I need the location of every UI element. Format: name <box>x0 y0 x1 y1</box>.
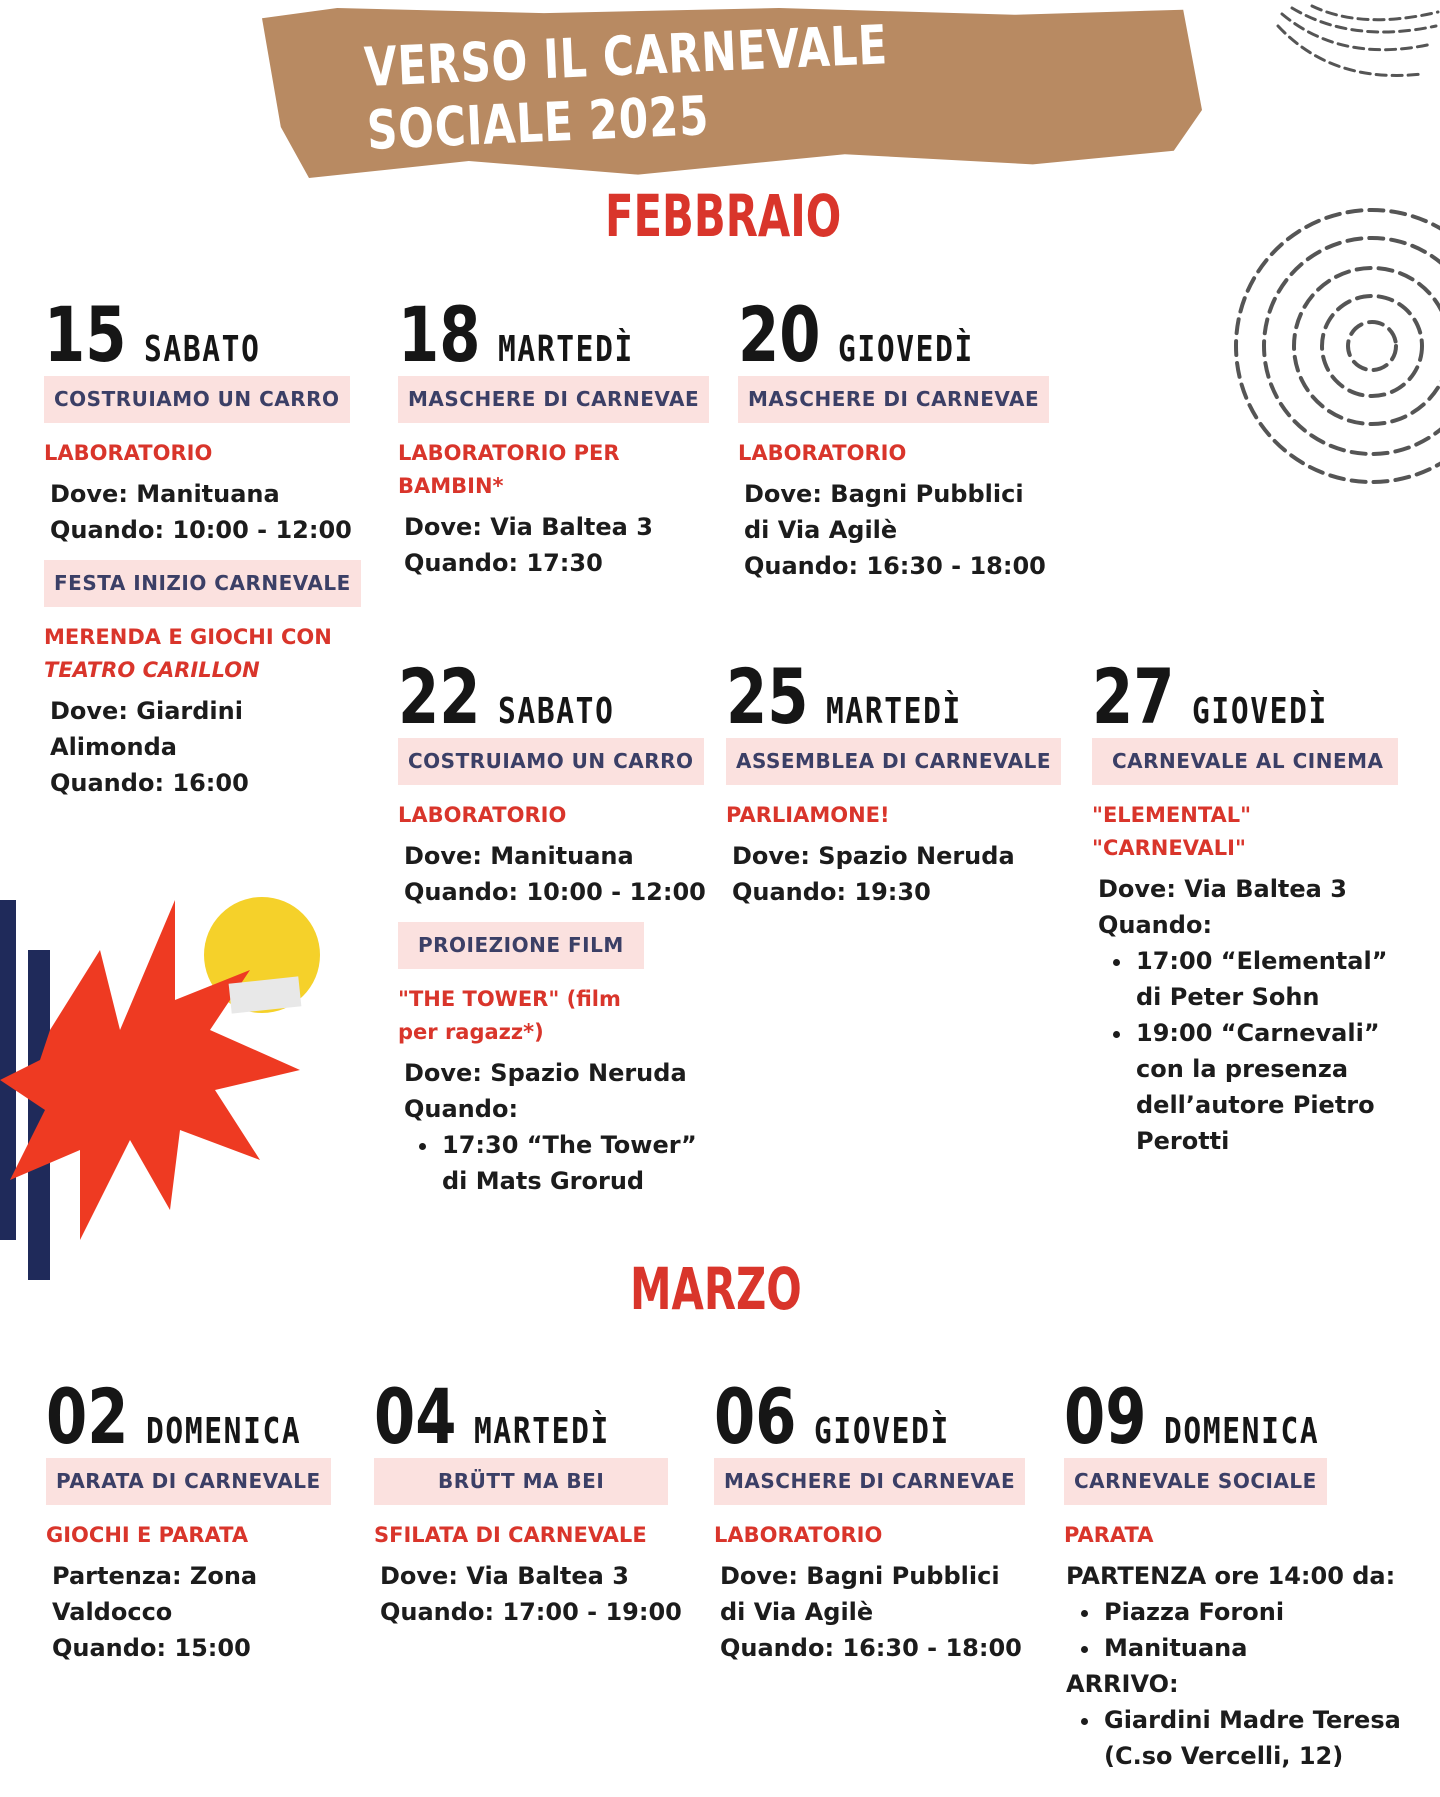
event-tag: COSTRUIAMO UN CARRO <box>44 376 350 423</box>
page-title: VERSO IL CARNEVALE SOCIALE 2025 <box>363 13 889 162</box>
day-18 <box>398 290 718 581</box>
spiral-doodle-icon <box>1272 4 1440 88</box>
event-details <box>1064 1558 1414 1774</box>
event-time: Quando: 10:00 - 12:00 <box>404 878 706 906</box>
list-item: • 17:30 “The Tower” di Mats Grorud <box>440 1127 718 1199</box>
day-06 <box>714 1372 1034 1666</box>
event-time: Quando: <box>404 1095 519 1123</box>
day-number: 22 <box>398 652 481 741</box>
event-tag: COSTRUIAMO UN CARRO <box>398 738 704 785</box>
weekday: GIOVEDÌ <box>814 1411 950 1452</box>
event-type: LABORATORIO <box>44 441 213 465</box>
event-time: Quando: 17:00 - 19:00 <box>380 1598 682 1626</box>
day-15 <box>44 290 364 801</box>
event-time: Quando: 16:30 - 18:00 <box>720 1634 1022 1662</box>
event-tag: FESTA INIZIO CARNEVALE <box>44 560 361 607</box>
event-tag: MASCHERE DI CARNEVAE <box>398 376 709 423</box>
event-location: Dove: Manituana <box>404 842 634 870</box>
event-type: PARLIAMONE! <box>726 803 890 827</box>
event-tag: PROIEZIONE FILM <box>398 922 644 969</box>
day-number: 02 <box>46 1372 129 1461</box>
list-item: • 19:00 “Carnevali” con la presenza dell’autore Pietro Perotti <box>1134 1015 1412 1159</box>
event-details <box>374 1558 694 1630</box>
weekday: GIOVEDÌ <box>838 329 974 370</box>
arrival-label: ARRIVO: <box>1066 1670 1179 1698</box>
event-type: SFILATA DI CARNEVALE <box>374 1523 647 1547</box>
day-04 <box>374 1372 694 1630</box>
event-time: Quando: 16:30 - 18:00 <box>744 552 1046 580</box>
day-02 <box>46 1372 366 1666</box>
month-title-march: MARZO <box>630 1255 802 1323</box>
event-location: Partenza: Zona <box>52 1562 258 1590</box>
day-number: 27 <box>1092 652 1175 741</box>
event-details: Dove: Bagni Pubblici di Via Agilè Quando: 16:30 - 18:00 <box>738 476 1058 584</box>
event-type: LABORATORIO <box>714 1523 883 1547</box>
day-number: 15 <box>44 290 127 379</box>
event-tag: BRÜTT MA BEI <box>374 1458 668 1505</box>
event-type: MERENDA E GIOCHI CON TEATRO CARILLON <box>44 625 332 682</box>
event-tag: PARATA DI CARNEVALE <box>46 1458 331 1505</box>
event-time: Quando: 19:30 <box>732 878 931 906</box>
day-20 <box>738 290 1058 584</box>
event-details <box>44 476 364 548</box>
event-location: Dove: Spazio Neruda <box>732 842 1015 870</box>
event-time: Quando: 15:00 <box>52 1634 251 1662</box>
weekday: DOMENICA <box>1164 1411 1320 1452</box>
navy-strip <box>0 900 16 1240</box>
event-location: Dove: Via Baltea 3 <box>404 513 653 541</box>
event-details <box>726 838 1046 910</box>
event-type: LABORATORIO <box>398 803 567 827</box>
weekday: DOMENICA <box>146 1411 302 1452</box>
day-27 <box>1092 652 1412 1159</box>
list-item: • Giardini Madre Teresa (C.so Vercelli, 12) <box>1102 1702 1414 1774</box>
event-location: Dove: Via Baltea 3 <box>380 1562 629 1590</box>
day-22 <box>398 652 718 1199</box>
event-tag: MASCHERE DI CARNEVAE <box>714 1458 1025 1505</box>
list-item: • Piazza Foroni <box>1102 1594 1414 1630</box>
weekday: MARTEDÌ <box>474 1411 610 1452</box>
day-number: 20 <box>738 290 821 379</box>
day-number: 18 <box>398 290 481 379</box>
event-type: "THE TOWER" (film per ragazz*) <box>398 987 621 1044</box>
starburst-collage <box>0 880 330 1280</box>
list-item: • 17:00 “Elemental” di Peter Sohn <box>1134 943 1412 1015</box>
event-type: "ELEMENTAL" "CARNEVALI" <box>1092 803 1252 860</box>
event-type: PARATA <box>1064 1523 1154 1547</box>
event-details <box>398 509 718 581</box>
day-number: 04 <box>374 1372 457 1461</box>
event-location: Dove: Bagni Pubblici <box>720 1562 1000 1590</box>
event-tag: ASSEMBLEA DI CARNEVALE <box>726 738 1061 785</box>
event-time: Quando: 17:30 <box>404 549 603 577</box>
day-09 <box>1064 1372 1414 1774</box>
weekday: SABATO <box>144 329 261 370</box>
event-details <box>398 838 718 910</box>
event-details <box>44 693 364 801</box>
weekday: MARTEDÌ <box>498 329 634 370</box>
day-number: 09 <box>1064 1372 1147 1461</box>
day-number: 06 <box>714 1372 797 1461</box>
list-item: • Manituana <box>1102 1630 1414 1666</box>
weekday: MARTEDÌ <box>826 691 962 732</box>
day-number: 25 <box>726 652 809 741</box>
event-type: LABORATORIO <box>738 441 907 465</box>
event-details <box>1092 871 1412 1159</box>
event-type: LABORATORIO PER BAMBIN* <box>398 441 620 498</box>
event-time: Quando: 16:00 <box>50 769 249 797</box>
weekday: GIOVEDÌ <box>1192 691 1328 732</box>
departure-label: PARTENZA ore 14:00 da: <box>1066 1562 1396 1590</box>
month-title-february: FEBBRAIO <box>605 182 842 250</box>
event-time: Quando: 10:00 - 12:00 <box>50 516 352 544</box>
spiral-doodle-icon <box>1232 196 1440 506</box>
event-type: GIOCHI E PARATA <box>46 1523 249 1547</box>
event-details: Partenza: Zona Valdocco Quando: 15:00 <box>46 1558 366 1666</box>
event-time: Quando: <box>1098 911 1213 939</box>
event-location: Dove: Via Baltea 3 <box>1098 875 1347 903</box>
day-25 <box>726 652 1052 910</box>
event-tag: MASCHERE DI CARNEVAE <box>738 376 1049 423</box>
event-tag: CARNEVALE AL CINEMA <box>1092 738 1398 785</box>
event-location: Dove: Manituana <box>50 480 280 508</box>
event-location: Dove: Giardini Alimonda <box>50 697 243 761</box>
event-location: Dove: Spazio Neruda <box>404 1059 687 1087</box>
event-tag: CARNEVALE SOCIALE <box>1064 1458 1327 1505</box>
weekday: SABATO <box>498 691 615 732</box>
event-details <box>398 1055 718 1199</box>
event-location: Dove: Bagni Pubblici <box>744 480 1024 508</box>
event-details: Dove: Bagni Pubblici di Via Agilè Quando: 16:30 - 18:00 <box>714 1558 1034 1666</box>
